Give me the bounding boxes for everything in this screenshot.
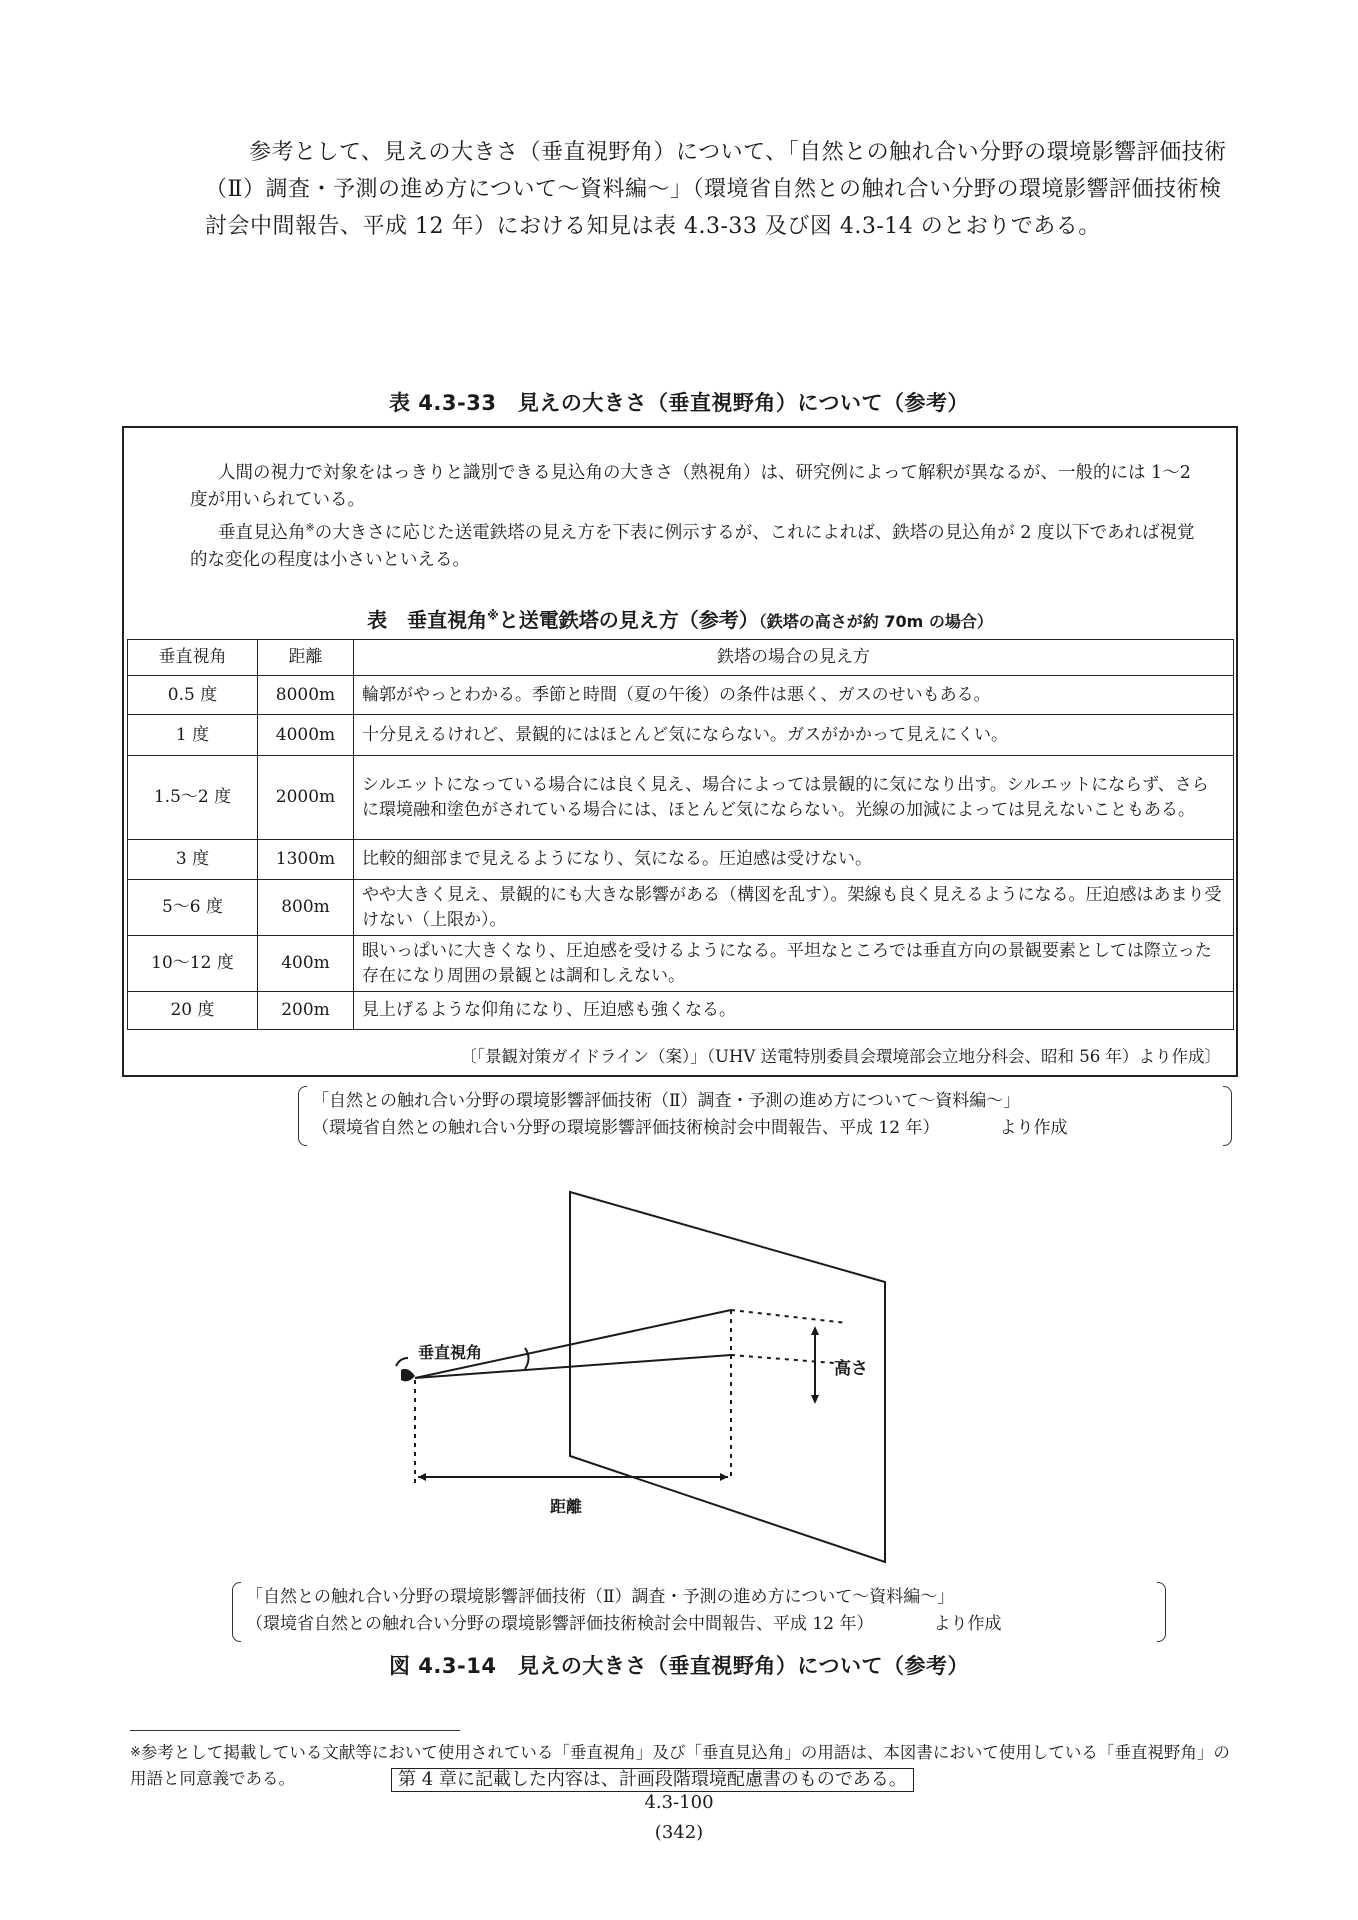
- cell-distance: 2000m: [258, 756, 354, 840]
- cell-distance: 800m: [258, 880, 354, 936]
- source-note-1: [298, 1086, 1232, 1146]
- angle-arc: [525, 1348, 529, 1369]
- visual-angle-table: [127, 639, 1234, 1030]
- cell-angle: 1.5～2 度: [128, 756, 258, 840]
- figure-label-height: 高さ: [834, 1359, 868, 1379]
- frame-paragraph-2: 垂直見込角※の大きさに応じた送電鉄塔の見え方を下表に例示するが、これによれば、鉄塔の見込角が 2 度以下であれば視覚的な変化の程度は小さいといえる。: [190, 521, 1195, 570]
- cell-appearance: 比較的細部まで見えるようになり、気になる。圧迫感は受けない。: [354, 840, 1234, 880]
- source-note-1-line1: 「自然との触れ合い分野の環境影響評価技術（Ⅱ）調査・予測の進め方について～資料編～」: [312, 1091, 1021, 1111]
- cell-angle: 10～12 度: [128, 936, 258, 992]
- eye-icon: [401, 1369, 415, 1381]
- footnote-mark: ※: [130, 1745, 141, 1760]
- planning-stage-note: 第 4 章に記載した内容は、計画段階環境配慮書のものである。: [391, 1768, 914, 1792]
- header-distance: 距離: [258, 640, 354, 676]
- height-arrow-up: [811, 1326, 819, 1335]
- footnote-divider: [130, 1730, 460, 1731]
- source-note-2: [232, 1582, 1166, 1642]
- cell-angle: 20 度: [128, 992, 258, 1030]
- cell-appearance: シルエットになっている場合には良く見え、場合によっては景観的に気になり出す。シルエットにならず、さらに環境融和塗色がされている場合には、ほとんど気にならない。光線の加減によっては見えないこともある。: [354, 756, 1234, 840]
- cell-distance: 4000m: [258, 715, 354, 756]
- cell-appearance: 輪郭がやっとわかる。季節と時間（夏の午後）の条件は悪く、ガスのせいもある。: [354, 676, 1234, 715]
- figure-caption: 図 4.3-14 見えの大きさ（垂直視野角）について（参考）: [388, 1654, 970, 1678]
- cell-angle: 3 度: [128, 840, 258, 880]
- footnote-mark: ※: [305, 521, 315, 534]
- cell-angle: 0.5 度: [128, 676, 258, 715]
- table-row: [128, 676, 1234, 715]
- cell-distance: 200m: [258, 992, 354, 1030]
- cell-appearance: やや大きく見え、景観的にも大きな影響がある（構図を乱す）。架線も良く見えるようになる。圧迫感はあまり受けない（上限か）。: [354, 880, 1234, 936]
- table-header-row: [128, 640, 1234, 676]
- bracket-left: [232, 1582, 241, 1642]
- table-row: [128, 756, 1234, 840]
- cell-angle: 1 度: [128, 715, 258, 756]
- distance-arrow-right: [720, 1473, 728, 1481]
- cell-appearance: 眼いっぱいに大きくなり、圧迫感を受けるようになる。平坦なところでは垂直方向の景観要素としては際立った存在になり周囲の景観とは調和しえない。: [354, 936, 1234, 992]
- table-row: [128, 840, 1234, 880]
- frame-paragraphs: [190, 460, 1210, 574]
- eye-brow: [396, 1358, 408, 1366]
- source-note-2-suffix: より作成: [933, 1614, 1002, 1634]
- cell-distance: 1300m: [258, 840, 354, 880]
- cell-appearance: 十分見えるけれど、景観的にはほとんど気にならない。ガスがかかって見えにくい。: [354, 715, 1234, 756]
- intro-paragraph: [205, 134, 1235, 245]
- height-arrow-down: [811, 1395, 819, 1404]
- cell-angle: 5～6 度: [128, 880, 258, 936]
- intro-text: 参考として、見えの大きさ（垂直視野角）について、「自然との触れ合い分野の環境影響評価技術（Ⅱ）調査・予測の進め方について～資料編～」（環境省自然との触れ合い分野の環境影響評価技術検討会中間報告、平成 12 年）における知見は表 4.3-33 及び図 4.3-14 のとおりである。: [205, 140, 1227, 239]
- table-row: [128, 936, 1234, 992]
- header-appearance: 鉄塔の場合の見え方: [354, 640, 1234, 676]
- bracket-left: [298, 1086, 307, 1146]
- cell-distance: 8000m: [258, 676, 354, 715]
- bracket-right: [1223, 1086, 1232, 1146]
- source-note-2-line1: 「自然との触れ合い分野の環境影響評価技術（Ⅱ）調査・予測の進め方について～資料編～」: [246, 1587, 955, 1607]
- cell-distance: 400m: [258, 936, 354, 992]
- source-note-2-line2-wrap: （環境省自然との触れ合い分野の環境影響評価技術検討会中間報告、平成 12 年） より作成: [246, 1614, 1002, 1634]
- distance-arrow-left: [418, 1473, 426, 1481]
- table-caption: 表 4.3-33 見えの大きさ（垂直視野角）について（参考）: [388, 391, 970, 415]
- header-angle: 垂直視角: [128, 640, 258, 676]
- frame-source-note: 〔「景観対策ガイドライン（案）」（UHV 送電特別委員会環境部会立地分科会、昭和 56 年）より作成〕: [460, 1047, 1221, 1066]
- height-dashed-top: [731, 1310, 847, 1323]
- table-row: [128, 880, 1234, 936]
- table-row: [128, 715, 1234, 756]
- figure-label-angle: 垂直視角: [418, 1343, 483, 1362]
- page-number: 4.3-100: [644, 1792, 714, 1813]
- frame-paragraph-1: 人間の視力で対象をはっきりと識別できる見込角の大きさ（熟視角）は、研究例によって解釈が異なるが、一般的には 1～2 度が用いられている。: [190, 463, 1191, 510]
- table-row: [128, 992, 1234, 1030]
- inner-table-caption: 表 垂直視角※と送電鉄塔の見え方（参考）（鉄塔の高さが約 70m の場合）: [367, 608, 993, 632]
- footnote-text: 参考として掲載している文献等において使用されている「垂直視角」及び「垂直見込角」の用語は、本図書において使用している「垂直視野角」の用語と同意義である。: [130, 1743, 1230, 1788]
- source-note-1-line2-wrap: （環境省自然との触れ合い分野の環境影響評価技術検討会中間報告、平成 12 年） より作成: [312, 1118, 1068, 1138]
- sub-page-number: (342): [654, 1822, 704, 1843]
- height-dashed-bottom: [731, 1355, 847, 1364]
- source-note-1-suffix: より作成: [999, 1118, 1068, 1138]
- visual-angle-figure: [360, 1180, 920, 1570]
- figure-label-distance: 距離: [550, 1497, 583, 1516]
- bracket-right: [1157, 1582, 1166, 1642]
- cell-appearance: 見上げるような仰角になり、圧迫感も強くなる。: [354, 992, 1234, 1030]
